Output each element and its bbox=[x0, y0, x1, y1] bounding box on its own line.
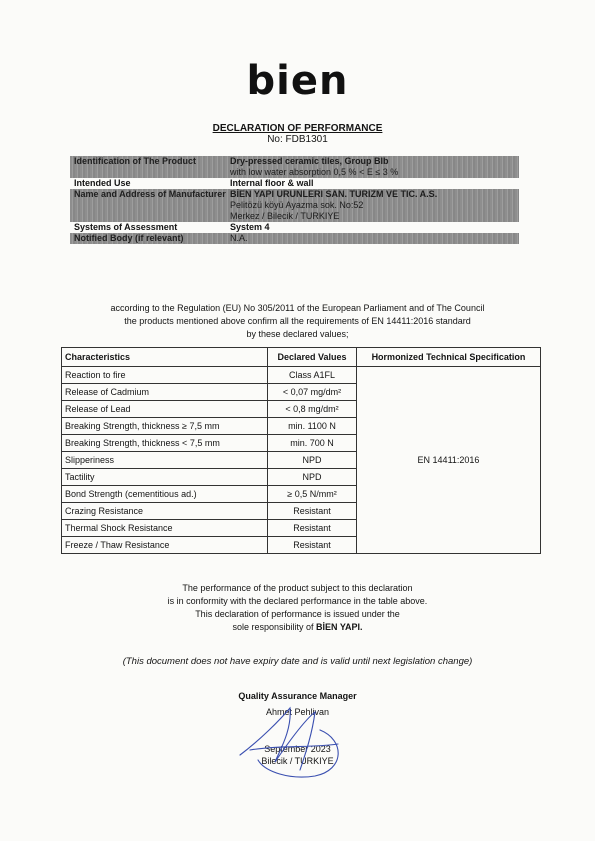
info-label bbox=[70, 211, 228, 222]
signature-date: September 2023 bbox=[264, 744, 331, 754]
intro-line: according to the Regulation (EU) No 305/2011 of the European Parliament and of The Council bbox=[110, 303, 485, 313]
intro-line: by these declared values; bbox=[246, 329, 349, 339]
product-info-row bbox=[70, 200, 519, 211]
table-header-row bbox=[62, 348, 541, 367]
info-label: Identification of The Product bbox=[74, 156, 196, 166]
document-number: No: FDB1301 bbox=[267, 134, 328, 145]
header-characteristics: Characteristics bbox=[62, 348, 268, 367]
characteristic-cell: Tactility bbox=[62, 469, 268, 486]
closing-line: is in conformity with the declared performance in the table above. bbox=[167, 596, 428, 606]
header-technical-spec: Hormonized Technical Specification bbox=[357, 348, 541, 367]
declared-value-cell: < 0,8 mg/dm² bbox=[268, 401, 357, 418]
signatory-name: Ahmet Pehlivan bbox=[265, 707, 330, 717]
product-info-block bbox=[70, 156, 519, 244]
closing-line bbox=[0, 621, 595, 634]
info-value: with low water absorption 0,5 % < E ≤ 3 % bbox=[230, 167, 399, 177]
handwritten-signature bbox=[220, 700, 360, 780]
signatory-role: Quality Assurance Manager bbox=[238, 691, 357, 701]
product-info-row bbox=[70, 178, 519, 189]
info-value: Pelitözü köyü Ayazma sok. No:52 bbox=[230, 200, 364, 210]
declared-value-cell: < 0,07 mg/dm² bbox=[268, 384, 357, 401]
declared-value-cell: ≥ 0,5 N/mm² bbox=[268, 486, 357, 503]
document-title: DECLARATION OF PERFORMANCE bbox=[212, 123, 383, 134]
closing-paragraph bbox=[0, 582, 595, 634]
characteristic-cell: Freeze / Thaw Resistance bbox=[62, 537, 268, 554]
intro-paragraph bbox=[0, 302, 595, 341]
closing-line: The performance of the product subject to this declaration bbox=[182, 583, 413, 593]
info-label bbox=[70, 200, 228, 211]
declared-value-cell: min. 700 N bbox=[268, 435, 357, 452]
product-info-row bbox=[70, 222, 519, 233]
intro-line: the products mentioned above confirm all the requirements of EN 14411:2016 standard bbox=[124, 316, 471, 326]
info-value: Dry-pressed ceramic tiles, Group BIb bbox=[230, 156, 389, 166]
characteristic-cell: Breaking Strength, thickness ≥ 7,5 mm bbox=[62, 418, 268, 435]
characteristic-cell: Release of Cadmium bbox=[62, 384, 268, 401]
declared-value-cell: Resistant bbox=[268, 537, 357, 554]
characteristic-cell: Breaking Strength, thickness < 7,5 mm bbox=[62, 435, 268, 452]
declared-value-cell: Resistant bbox=[268, 520, 357, 537]
declared-value-cell: min. 1100 N bbox=[268, 418, 357, 435]
product-info-row bbox=[70, 189, 519, 200]
declared-value-cell: NPD bbox=[268, 469, 357, 486]
characteristic-cell: Crazing Resistance bbox=[62, 503, 268, 520]
product-info-row bbox=[70, 156, 519, 167]
declared-value-cell: NPD bbox=[268, 452, 357, 469]
info-value: Merkez / Bilecik / TURKIYE bbox=[230, 211, 340, 221]
characteristic-cell: Thermal Shock Resistance bbox=[62, 520, 268, 537]
closing-line: This declaration of performance is issued under the bbox=[195, 609, 400, 619]
info-label: Intended Use bbox=[74, 178, 131, 188]
declared-value-cell: Resistant bbox=[268, 503, 357, 520]
declared-value-cell: Class A1FL bbox=[268, 367, 357, 384]
info-value: N.A. bbox=[230, 233, 248, 243]
performance-table bbox=[61, 347, 541, 554]
characteristic-cell: Release of Lead bbox=[62, 401, 268, 418]
company-logo: bien bbox=[246, 58, 349, 104]
info-label: Notified Body (if relevant) bbox=[74, 233, 184, 243]
info-value: BİEN YAPI URUNLERI SAN. TURIZM VE TIC. A.S. bbox=[230, 189, 438, 199]
characteristic-cell: Reaction to fire bbox=[62, 367, 268, 384]
table-row bbox=[62, 367, 541, 384]
characteristic-cell: Slipperiness bbox=[62, 452, 268, 469]
info-label: Systems of Assessment bbox=[74, 222, 178, 232]
company-name: BİEN YAPI. bbox=[316, 622, 363, 632]
info-label: Name and Address of Manufacturer bbox=[74, 189, 226, 199]
product-info-row bbox=[70, 167, 519, 178]
technical-spec-cell: EN 14411:2016 bbox=[357, 367, 541, 554]
info-label bbox=[70, 167, 228, 178]
validity-note: (This document does not have expiry date and is valid until next legislation change) bbox=[122, 656, 473, 667]
closing-prefix: sole responsibility of bbox=[232, 622, 316, 632]
header-declared-values: Declared Values bbox=[268, 348, 357, 367]
characteristic-cell: Bond Strength (cementitious ad.) bbox=[62, 486, 268, 503]
info-value: System 4 bbox=[230, 222, 270, 232]
signature-place: Bilecik / TURKIYE bbox=[261, 756, 334, 766]
product-info-row bbox=[70, 233, 519, 244]
product-info-row bbox=[70, 211, 519, 222]
info-value: Internal floor & wall bbox=[230, 178, 314, 188]
